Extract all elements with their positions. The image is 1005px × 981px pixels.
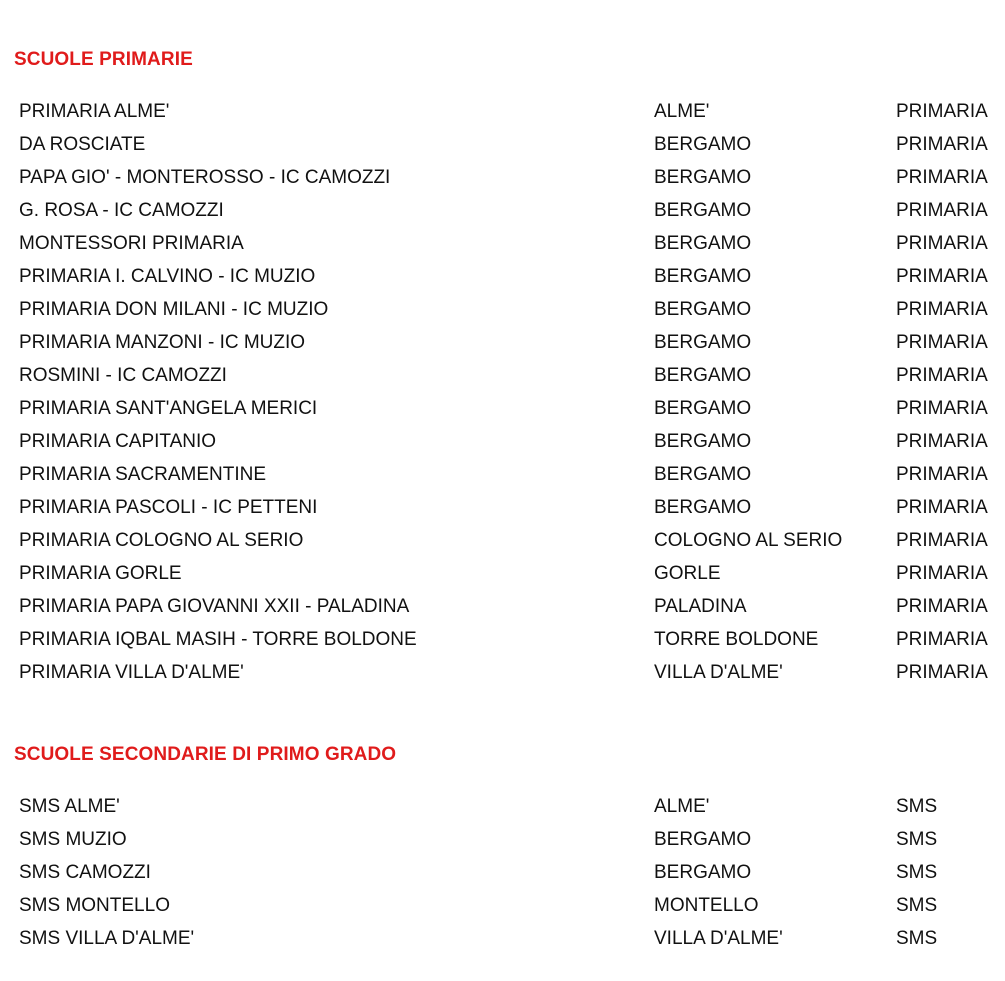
school-city: ALME' — [654, 101, 710, 122]
table-row — [0, 326, 1005, 359]
school-city: BERGAMO — [654, 829, 752, 850]
school-type: PRIMARIA — [896, 464, 988, 485]
school-city: VILLA D'ALME' — [654, 928, 783, 949]
table-row — [0, 425, 1005, 458]
school-name: PRIMARIA I. CALVINO - IC MUZIO — [19, 266, 316, 287]
school-type: SMS — [896, 895, 938, 916]
school-city: COLOGNO AL SERIO — [654, 530, 843, 551]
school-city: BERGAMO — [654, 266, 752, 287]
school-type: PRIMARIA — [896, 299, 988, 320]
table-row — [0, 359, 1005, 392]
school-name: MONTESSORI PRIMARIA — [19, 233, 244, 254]
school-name: ROSMINI - IC CAMOZZI — [19, 365, 227, 386]
table-row — [0, 922, 1005, 955]
school-type: PRIMARIA — [896, 200, 988, 221]
school-type: PRIMARIA — [896, 167, 988, 188]
school-name: SMS ALME' — [19, 796, 120, 817]
school-name: SMS MUZIO — [19, 829, 127, 850]
school-city: BERGAMO — [654, 332, 752, 353]
school-name: PRIMARIA ALME' — [19, 101, 170, 122]
school-name: PRIMARIA COLOGNO AL SERIO — [19, 530, 304, 551]
school-name: PRIMARIA SACRAMENTINE — [19, 464, 267, 485]
school-type: PRIMARIA — [896, 332, 988, 353]
table-row — [0, 194, 1005, 227]
school-city: GORLE — [654, 563, 721, 584]
school-name: PRIMARIA DON MILANI - IC MUZIO — [19, 299, 329, 320]
section-title-primary-schools: SCUOLE PRIMARIE — [14, 49, 193, 70]
school-type: PRIMARIA — [896, 134, 988, 155]
school-name: SMS CAMOZZI — [19, 862, 151, 883]
school-city: BERGAMO — [654, 398, 752, 419]
table-row — [0, 557, 1005, 590]
school-city: BERGAMO — [654, 233, 752, 254]
school-type: PRIMARIA — [896, 233, 988, 254]
school-type: PRIMARIA — [896, 662, 988, 683]
table-row — [0, 458, 1005, 491]
school-list-secondary — [0, 790, 1005, 955]
school-city: ALME' — [654, 796, 710, 817]
school-city: BERGAMO — [654, 464, 752, 485]
table-row — [0, 590, 1005, 623]
table-row — [0, 95, 1005, 128]
school-name: SMS VILLA D'ALME' — [19, 928, 195, 949]
school-type: SMS — [896, 796, 938, 817]
school-city: BERGAMO — [654, 431, 752, 452]
table-row — [0, 491, 1005, 524]
school-name: PRIMARIA PASCOLI - IC PETTENI — [19, 497, 318, 518]
school-city: BERGAMO — [654, 365, 752, 386]
school-type: PRIMARIA — [896, 365, 988, 386]
table-row — [0, 260, 1005, 293]
school-name: G. ROSA - IC CAMOZZI — [19, 200, 224, 221]
school-name: PAPA GIO' - MONTEROSSO - IC CAMOZZI — [19, 167, 391, 188]
school-type: PRIMARIA — [896, 563, 988, 584]
school-name: DA ROSCIATE — [19, 134, 146, 155]
school-name: PRIMARIA IQBAL MASIH - TORRE BOLDONE — [19, 629, 417, 650]
section-title-secondary-schools: SCUOLE SECONDARIE DI PRIMO GRADO — [14, 744, 397, 765]
table-row — [0, 623, 1005, 656]
table-row — [0, 227, 1005, 260]
table-row — [0, 161, 1005, 194]
school-city: TORRE BOLDONE — [654, 629, 819, 650]
school-name: SMS MONTELLO — [19, 895, 170, 916]
school-name: PRIMARIA MANZONI - IC MUZIO — [19, 332, 306, 353]
table-row — [0, 823, 1005, 856]
school-type: PRIMARIA — [896, 398, 988, 419]
school-type: SMS — [896, 928, 938, 949]
table-row — [0, 889, 1005, 922]
table-row — [0, 656, 1005, 689]
table-row — [0, 524, 1005, 557]
school-type: SMS — [896, 862, 938, 883]
school-type: PRIMARIA — [896, 629, 988, 650]
table-row — [0, 128, 1005, 161]
school-type: PRIMARIA — [896, 431, 988, 452]
school-city: BERGAMO — [654, 862, 752, 883]
school-list-primary — [0, 95, 1005, 689]
table-row — [0, 392, 1005, 425]
school-type: PRIMARIA — [896, 101, 988, 122]
school-type: PRIMARIA — [896, 530, 988, 551]
school-city: BERGAMO — [654, 299, 752, 320]
school-name: PRIMARIA GORLE — [19, 563, 182, 584]
table-row — [0, 790, 1005, 823]
school-type: PRIMARIA — [896, 497, 988, 518]
school-type: SMS — [896, 829, 938, 850]
table-row — [0, 856, 1005, 889]
school-name: PRIMARIA SANT'ANGELA MERICI — [19, 398, 318, 419]
table-row — [0, 293, 1005, 326]
school-type: PRIMARIA — [896, 596, 988, 617]
school-city: BERGAMO — [654, 497, 752, 518]
school-city: BERGAMO — [654, 200, 752, 221]
school-city: PALADINA — [654, 596, 747, 617]
school-city: MONTELLO — [654, 895, 759, 916]
section-secondary-schools — [0, 741, 1005, 955]
section-primary-schools — [0, 46, 1005, 689]
school-name: PRIMARIA CAPITANIO — [19, 431, 217, 452]
school-name: PRIMARIA PAPA GIOVANNI XXII - PALADINA — [19, 596, 410, 617]
school-city: BERGAMO — [654, 167, 752, 188]
school-name: PRIMARIA VILLA D'ALME' — [19, 662, 244, 683]
school-city: BERGAMO — [654, 134, 752, 155]
school-city: VILLA D'ALME' — [654, 662, 783, 683]
school-type: PRIMARIA — [896, 266, 988, 287]
